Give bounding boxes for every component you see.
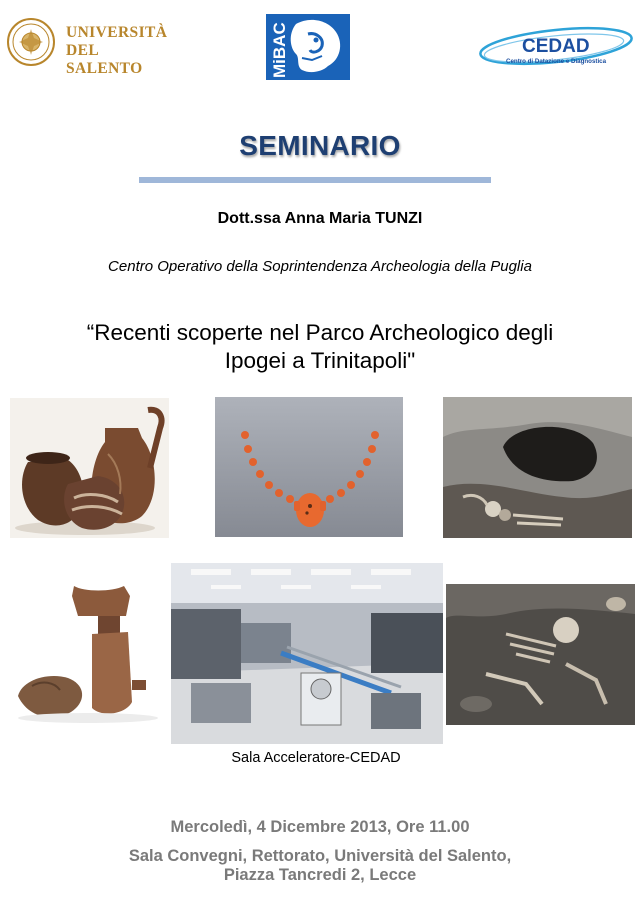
event-venue-line1: Sala Convegni, Rettorato, Università del Salento, [128, 847, 512, 865]
title-divider [139, 177, 491, 183]
accelerator-caption: Sala Acceleratore-CEDAD [231, 750, 401, 766]
pottery-vessels-photo [10, 398, 169, 538]
cedad-subtitle: Centro di Datazione e Diagnostica [506, 58, 607, 65]
speaker-affiliation: Centro Operativo della Soprintendenza Archeologia della Puglia [108, 258, 532, 275]
talk-title [0, 319, 640, 375]
skeleton-burial-photo [446, 584, 635, 725]
seminar-title: SEMINARIO [239, 130, 401, 161]
university-name-line1: UNIVERSITÀ [66, 24, 168, 41]
talk-title-line1: “Recenti scoperte nel Parco Archeologico degli [86, 320, 554, 345]
cedad-text: CEDAD [522, 36, 590, 57]
university-seal-icon [6, 14, 56, 70]
talk-title-line2: Ipogei a Trinitapoli" [224, 348, 416, 373]
speaker-name: Dott.ssa Anna Maria TUNZI [217, 210, 423, 227]
university-name-line2: DEL SALENTO [66, 42, 143, 77]
event-venue-line2: Piazza Tancredi 2, Lecce [223, 866, 417, 884]
clay-figurine-photo [8, 582, 168, 728]
university-logo [6, 14, 176, 76]
accelerator-room-photo [171, 563, 443, 744]
necklace-photo [215, 397, 403, 537]
mibac-logo [266, 14, 350, 80]
tomb-excavation-photo [443, 397, 632, 538]
cedad-logo [476, 20, 634, 76]
mibac-text: MiBAC [270, 22, 289, 78]
event-date: Mercoledì, 4 Dicembre 2013, Ore 11.00 [170, 818, 470, 836]
